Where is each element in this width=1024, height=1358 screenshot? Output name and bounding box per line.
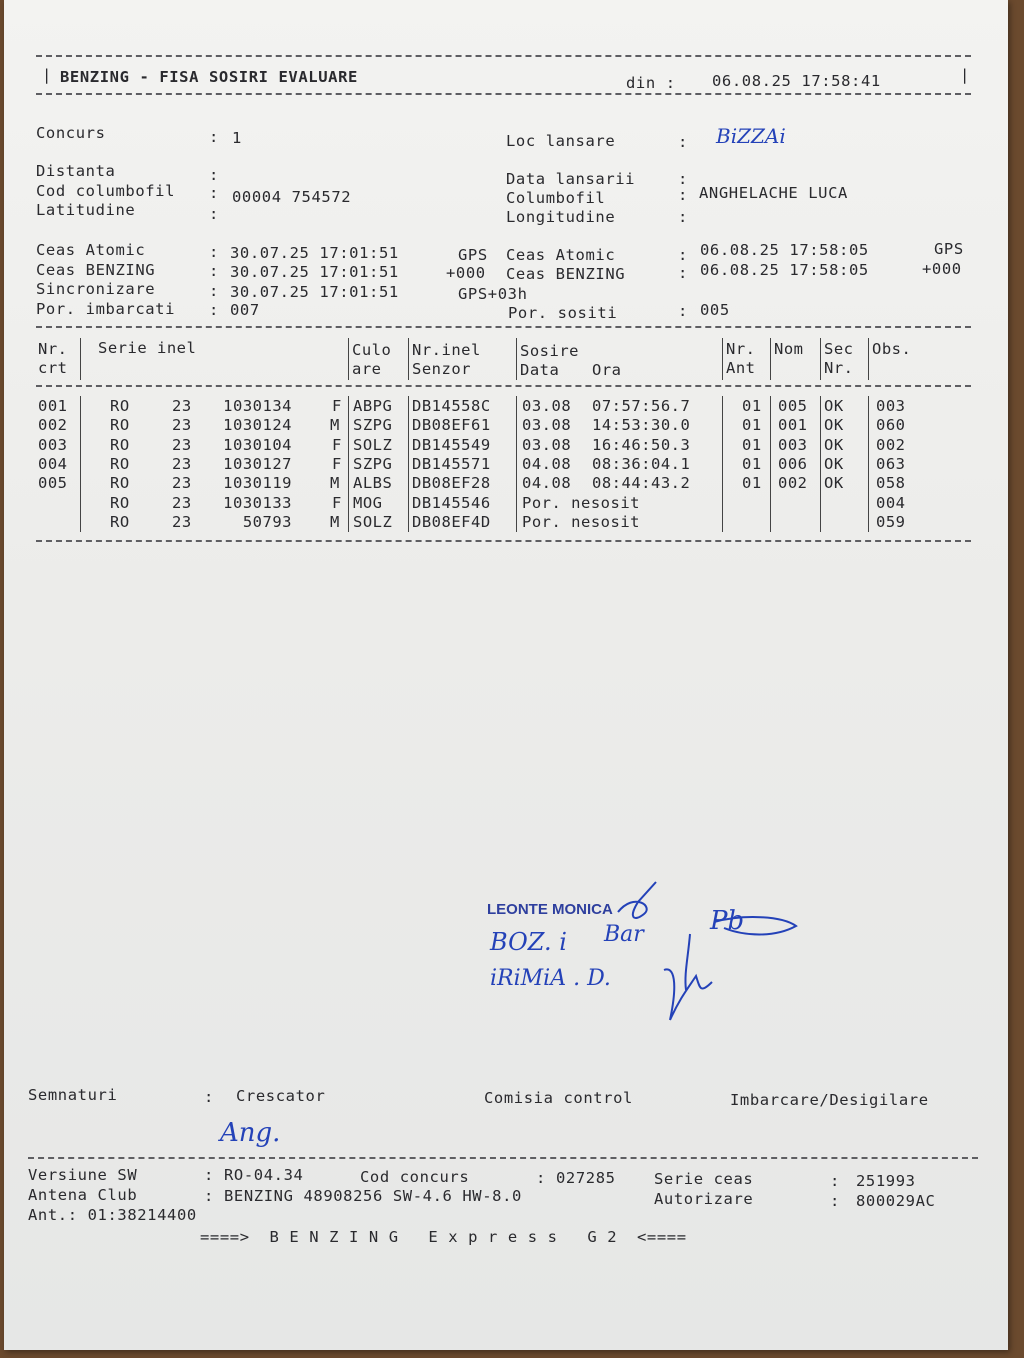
col-header: Culo: [352, 341, 392, 359]
cell-ring: 1030134: [223, 397, 292, 415]
cell-date: 03.08: [522, 436, 572, 454]
clock-label: Ceas Atomic: [36, 241, 146, 259]
info-sep: :: [209, 166, 219, 184]
footer-value: 251993: [856, 1172, 916, 1190]
footer-value: 800029AC: [856, 1192, 936, 1210]
cell-date: 04.08: [522, 455, 572, 473]
col-divider: [868, 338, 869, 380]
cell-sec: OK: [824, 455, 844, 473]
signatures-sep: :: [204, 1088, 214, 1106]
clock-label: Ceas BENZING: [506, 265, 626, 283]
cell-sensor: DB14558C: [412, 397, 491, 415]
cell-year: 23: [172, 494, 192, 512]
cell-country: RO: [110, 513, 130, 531]
col-divider: [722, 338, 723, 380]
cell-sec: OK: [824, 436, 844, 454]
col-header: Data: [520, 361, 560, 379]
cell-country: RO: [110, 494, 130, 512]
info-sep: :: [678, 208, 688, 226]
clock-label: Ceas BENZING: [36, 261, 156, 279]
col-divider: [348, 338, 349, 380]
col-divider: [516, 396, 517, 532]
info-sep: :: [678, 170, 688, 188]
cell-year: 23: [172, 397, 192, 415]
clock-suffix: +000: [446, 264, 486, 282]
cell-color: SZPG: [353, 416, 393, 434]
clock-label: Por. sositi: [508, 304, 618, 322]
footer-sep: :: [830, 1192, 840, 1210]
clock-value: 30.07.25 17:01:51: [230, 263, 399, 281]
info-label: Latitudine: [36, 201, 136, 219]
col-divider: [516, 338, 517, 380]
cell-country: RO: [110, 397, 130, 415]
signature-scribbles: [604, 878, 824, 1038]
clock-value: 30.07.25 17:01:51: [230, 283, 399, 301]
cell-sex: F: [332, 455, 342, 473]
cell-country: RO: [110, 436, 130, 454]
cell-year: 23: [172, 436, 192, 454]
info-label: Concurs: [36, 124, 106, 142]
cell-ring: 1030124: [223, 416, 292, 434]
commission-name-stamp: LEONTE MONICA: [487, 901, 613, 918]
signature-imbarcare: Imbarcare/Desigilare: [730, 1091, 929, 1109]
cell-year: 23: [172, 416, 192, 434]
cell-sec: OK: [824, 416, 844, 434]
col-divider: [770, 396, 771, 532]
footer-label: Antena Club: [28, 1186, 138, 1204]
cell-ant: 01: [742, 455, 762, 473]
footer-sep: :: [204, 1187, 214, 1205]
footer-value: 027285: [556, 1169, 616, 1187]
table-bottom-divider: [36, 540, 971, 542]
info-sep: :: [209, 128, 219, 146]
breeder-signature: Ang.: [220, 1118, 281, 1148]
clock-sep: :: [209, 243, 219, 261]
col-header: Serie inel: [98, 339, 197, 357]
cell-sensor: DB08EF28: [412, 474, 491, 492]
handwritten-name-2: iRiMiA . D.: [490, 966, 611, 991]
info-label: Cod columbofil: [36, 182, 176, 200]
cell-ring: 1030133: [223, 494, 292, 512]
signature-stroke: [664, 969, 712, 1020]
cell-nr: 005: [38, 474, 68, 492]
clock-label: Sincronizare: [36, 280, 156, 298]
cell-country: RO: [110, 474, 130, 492]
clock-suffix: GPS+03h: [458, 285, 528, 303]
cell-sec: OK: [824, 474, 844, 492]
footer-label: Versiune SW: [28, 1166, 138, 1184]
cell-sensor: DB08EF61: [412, 416, 491, 434]
cell-ring: 50793: [242, 513, 292, 531]
col-header: Nom: [774, 340, 804, 358]
cell-sex: M: [330, 513, 340, 531]
footer-sep: :: [830, 1172, 840, 1190]
signature-crescator: Crescator: [236, 1087, 326, 1105]
cell-sex: F: [332, 494, 342, 512]
cell-year: 23: [172, 474, 192, 492]
col-header: Nr.: [824, 359, 854, 377]
info-sep: :: [678, 133, 688, 151]
col-header: are: [352, 360, 382, 378]
clock-value: 06.08.25 17:58:05: [700, 261, 869, 279]
footer-label: Serie ceas: [654, 1170, 754, 1188]
col-divider: [868, 396, 869, 532]
footer-label: Autorizare: [654, 1190, 754, 1208]
clock-suffix: GPS: [934, 240, 964, 258]
col-divider: [348, 396, 349, 532]
cell-sex: F: [332, 436, 342, 454]
signature-comisia: Comisia control: [484, 1089, 633, 1107]
cell-status: Por. nesosit: [522, 513, 640, 531]
col-header: Sec: [824, 340, 854, 358]
cell-sensor: DB145546: [412, 494, 491, 512]
cell-obs: 059: [876, 513, 906, 531]
cell-color: ABPG: [353, 397, 393, 415]
col-header: Ant: [726, 359, 756, 377]
cell-nom: 006: [778, 455, 808, 473]
handwritten-signature-2: Pb: [710, 906, 745, 936]
info-label: Loc lansare: [506, 132, 616, 150]
info-sep: :: [678, 186, 688, 204]
report-title: BENZING - FISA SOSIRI EVALUARE: [60, 68, 358, 86]
cell-date: 04.08: [522, 474, 572, 492]
clock-sep: :: [678, 302, 688, 320]
handwritten-release-place: BiZZAi: [716, 124, 786, 148]
cell-obs: 060: [876, 416, 906, 434]
clock-sep: :: [678, 264, 688, 282]
cell-time: 08:36:04.1: [592, 455, 691, 473]
cell-nom: 005: [778, 397, 808, 415]
col-divider: [408, 338, 409, 380]
cell-ant: 01: [742, 397, 762, 415]
clock-label: Por. imbarcati: [36, 300, 176, 318]
col-divider: [770, 338, 771, 380]
info-sep: :: [209, 205, 219, 223]
header-bar-left: |: [42, 66, 52, 84]
clock-sep: :: [209, 262, 219, 280]
col-header: Sosire: [520, 342, 579, 360]
cell-color: SZPG: [353, 455, 393, 473]
cell-ant: 01: [742, 436, 762, 454]
footer-label: Cod concurs: [360, 1168, 470, 1186]
footer-sep: :: [536, 1169, 546, 1187]
cell-sensor: DB08EF4D: [412, 513, 491, 531]
cell-sensor: DB145571: [412, 455, 491, 473]
cell-sec: OK: [824, 397, 844, 415]
clock-sep: :: [209, 282, 219, 300]
cell-country: RO: [110, 416, 130, 434]
cell-year: 23: [172, 513, 192, 531]
report-sheet: [4, 0, 1008, 1350]
info-value: 1: [232, 129, 242, 147]
cell-date: 03.08: [522, 397, 572, 415]
cell-status: Por. nesosit: [522, 494, 640, 512]
cell-obs: 058: [876, 474, 906, 492]
cell-sex: M: [330, 474, 340, 492]
cell-nom: 003: [778, 436, 808, 454]
cell-time: 07:57:56.7: [592, 397, 691, 415]
signature-stroke: [618, 882, 656, 918]
clock-value: 30.07.25 17:01:51: [230, 244, 399, 262]
col-header: Obs.: [872, 340, 912, 358]
cell-color: SOLZ: [353, 436, 393, 454]
signatures-label: Semnaturi: [28, 1086, 118, 1104]
cell-time: 14:53:30.0: [592, 416, 691, 434]
cell-nom: 002: [778, 474, 808, 492]
col-header: Ora: [592, 361, 622, 379]
header-bar-right: |: [960, 66, 970, 84]
handwritten-signature-1: Bar: [604, 922, 644, 947]
col-header: Nr.: [726, 340, 756, 358]
table-header-divider: [36, 385, 971, 387]
cell-ring: 1030119: [223, 474, 292, 492]
clock-suffix: GPS: [458, 246, 488, 264]
cell-nr: 002: [38, 416, 68, 434]
table-top-divider: [36, 326, 971, 328]
col-divider: [408, 396, 409, 532]
cell-nr: 003: [38, 436, 68, 454]
cell-sex: F: [332, 397, 342, 415]
col-header: Nr.inel: [412, 341, 481, 359]
cell-ring: 1030104: [223, 436, 292, 454]
clock-value: 007: [230, 301, 260, 319]
clock-value: 005: [700, 301, 730, 319]
cell-nom: 001: [778, 416, 808, 434]
clock-label: Ceas Atomic: [506, 246, 616, 264]
cell-ring: 1030127: [223, 455, 292, 473]
header-divider: [36, 93, 971, 95]
cell-sex: M: [330, 416, 340, 434]
col-header: Senzor: [412, 360, 471, 378]
info-label: Longitudine: [506, 208, 616, 226]
cell-nr: 004: [38, 455, 68, 473]
cell-time: 16:46:50.3: [592, 436, 691, 454]
cell-obs: 004: [876, 494, 906, 512]
cell-country: RO: [110, 455, 130, 473]
info-sep: :: [209, 184, 219, 202]
col-divider: [80, 338, 81, 380]
col-divider: [722, 396, 723, 532]
cell-sensor: DB145549: [412, 436, 491, 454]
footer-banner: ====> B E N Z I N G E x p r e s s G 2 <====: [200, 1228, 687, 1246]
cell-obs: 002: [876, 436, 906, 454]
print-date: 06.08.25 17:58:41: [712, 72, 881, 90]
signature-stroke: [685, 934, 690, 990]
signature-stroke: [714, 917, 796, 934]
cell-year: 23: [172, 455, 192, 473]
col-header: Nr.: [38, 340, 68, 358]
info-label: Columbofil: [506, 189, 606, 207]
cell-obs: 003: [876, 397, 906, 415]
col-divider: [820, 338, 821, 380]
footer-value: RO-04.34: [224, 1166, 304, 1184]
cell-color: MOG: [353, 494, 383, 512]
handwritten-name-1: BOZ. i: [490, 928, 567, 956]
clock-suffix: +000: [922, 260, 962, 278]
footer-value: BENZING 48908256 SW-4.6 HW-8.0: [224, 1187, 522, 1205]
info-label: Distanta: [36, 162, 116, 180]
cell-color: ALBS: [353, 474, 393, 492]
cell-nr: 001: [38, 397, 68, 415]
clock-value: 06.08.25 17:58:05: [700, 241, 869, 259]
date-label: din :: [626, 74, 676, 92]
clock-sep: :: [678, 246, 688, 264]
top-divider: [36, 55, 971, 57]
cell-ant: 01: [742, 474, 762, 492]
col-divider: [820, 396, 821, 532]
footer-divider: [28, 1157, 978, 1159]
cell-time: 08:44:43.2: [592, 474, 691, 492]
footer-sep: :: [204, 1166, 214, 1184]
cell-date: 03.08: [522, 416, 572, 434]
info-value: 00004 754572: [232, 188, 352, 206]
clock-sep: :: [209, 301, 219, 319]
col-header: crt: [38, 359, 68, 377]
cell-obs: 063: [876, 455, 906, 473]
cell-ant: 01: [742, 416, 762, 434]
footer-antenna-line: Ant.: 01:38214400: [28, 1206, 197, 1224]
col-divider: [80, 396, 81, 532]
info-label: Data lansarii: [506, 170, 636, 188]
info-value: ANGHELACHE LUCA: [699, 184, 848, 202]
cell-color: SOLZ: [353, 513, 393, 531]
